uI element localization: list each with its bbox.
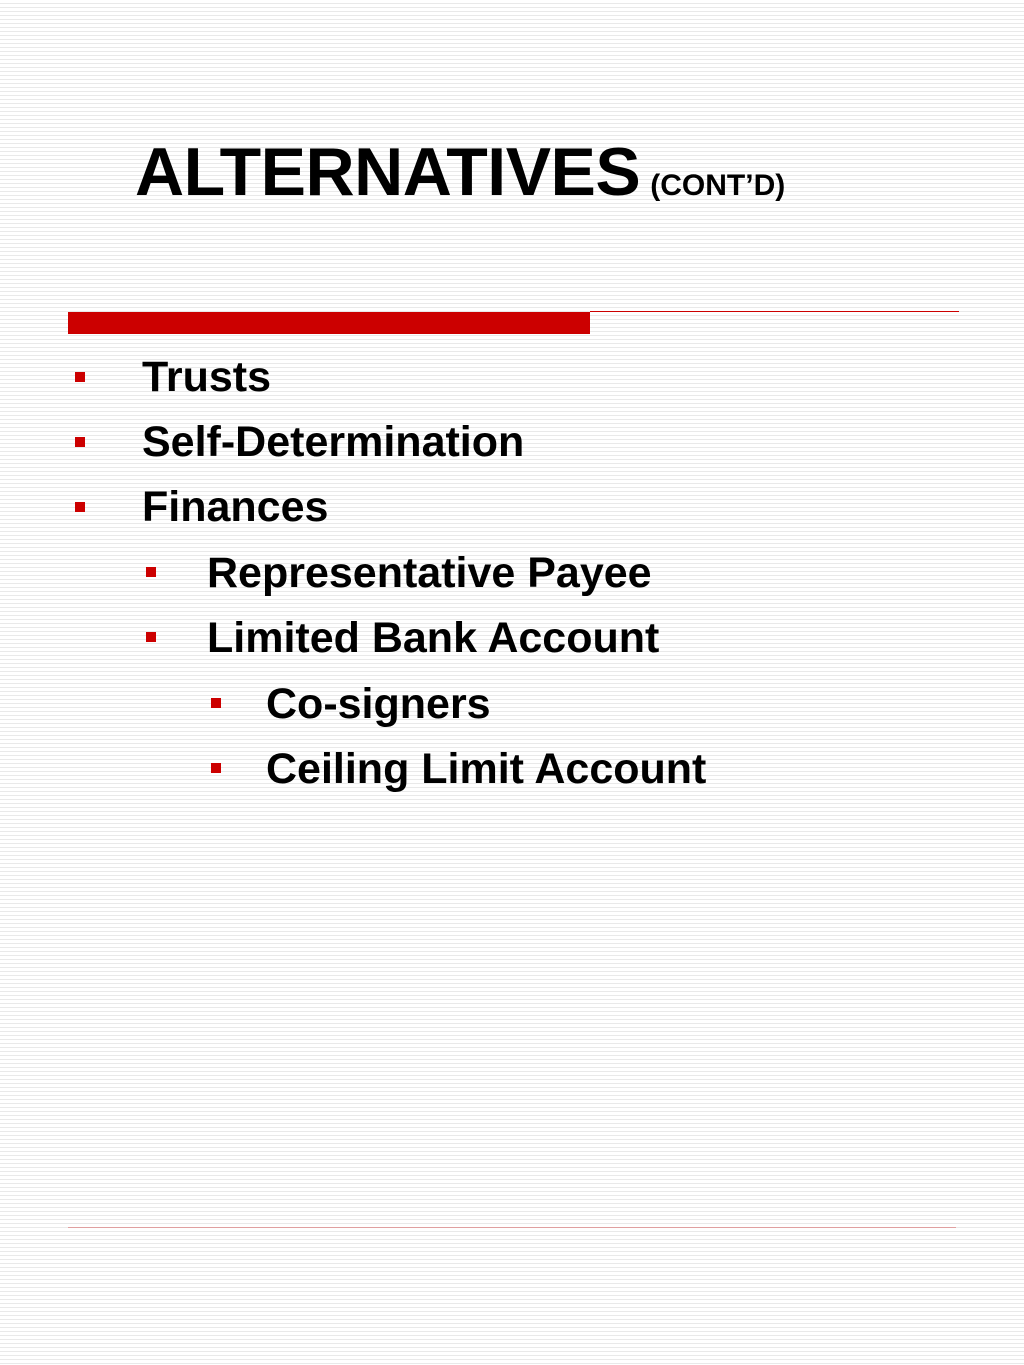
bullet-text: Representative Payee — [207, 549, 652, 597]
square-bullet-icon — [75, 502, 85, 512]
title-underline-thick — [68, 312, 590, 334]
bullet-text: Self-Determination — [142, 418, 525, 466]
bullet-text: Limited Bank Account — [207, 614, 660, 662]
square-bullet-icon — [75, 372, 85, 382]
footer-rule — [68, 1227, 956, 1228]
square-bullet-icon — [211, 698, 221, 708]
title-underline-thin — [590, 311, 959, 312]
slide-title — [135, 134, 786, 210]
bullet-text: Finances — [142, 483, 329, 531]
title-suffix: (CONT’D) — [650, 169, 786, 202]
square-bullet-icon — [146, 632, 156, 642]
square-bullet-icon — [75, 437, 85, 447]
square-bullet-icon — [211, 763, 221, 773]
bullet-text: Trusts — [142, 353, 272, 401]
square-bullet-icon — [146, 567, 156, 577]
bullet-text: Co-signers — [266, 680, 491, 728]
bullet-text: Ceiling Limit Account — [266, 745, 707, 793]
title-main: ALTERNATIVES — [135, 134, 641, 210]
